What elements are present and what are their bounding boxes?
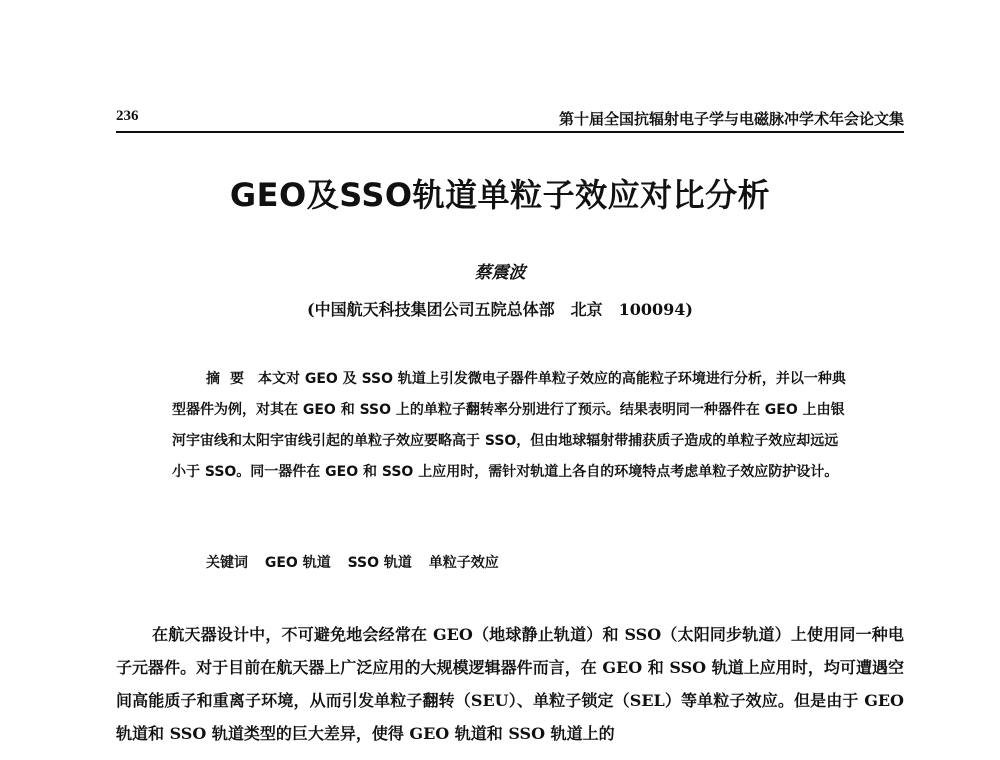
keyword-item: SSO 轨道	[347, 555, 412, 571]
keyword-item: GEO 轨道	[264, 555, 331, 571]
keywords	[206, 552, 511, 572]
keyword-item: 单粒子效应	[428, 555, 499, 571]
page-number: 236	[116, 108, 139, 124]
affiliation: (中国航天科技集团公司五院总体部 北京 100094)	[307, 300, 693, 319]
body-paragraph: 在航天器设计中，不可避免地会经常在 GEO（地球静止轨道）和 SSO（太阳同步轨道）上使用同一种电子元器件。对于目前在航天器上广泛应用的大规模逻辑器件而言，在 GEO 和 SSO 轨道上应用时，均可遭遇空间高能质子和重离子环境，从而引发单粒子翻转（SEU）、单粒子锁定（SEL）等单粒子效应。但是由于 GEO 轨道和 SSO 轨道类型的巨大差异，使得 GEO 轨道和 SSO 轨道上的	[116, 625, 904, 743]
abstract-indent	[172, 371, 206, 387]
paper-title: GEO及SSO轨道单粒子效应对比分析	[229, 176, 771, 214]
author: 蔡震波	[474, 263, 526, 283]
abstract-text: 本文对 GEO 及 SSO 轨道上引发微电子器件单粒子效应的高能粒子环境进行分析，并以一种典型器件为例，对其在 GEO 和 SSO 上的单粒子翻转率分别进行了预示。结果表明同一种器件在 GEO 上由银河宇宙线和太阳宇宙线引起的单粒子效应要略高于 SSO，但由地球辐射带捕获质子造成的单粒子效应却远远小于 SSO。同一器件在 GEO 和 SSO 上应用时，需针对轨道上各自的环境特点考虑单粒子效应防护设计。	[172, 371, 846, 480]
running-header: 第十届全国抗辐射电子学与电磁脉冲学术年会论文集	[558, 110, 904, 128]
abstract-label: 摘要	[206, 371, 254, 387]
abstract	[172, 364, 852, 488]
keywords-label: 关键词	[206, 555, 248, 571]
header-rule	[116, 131, 904, 133]
